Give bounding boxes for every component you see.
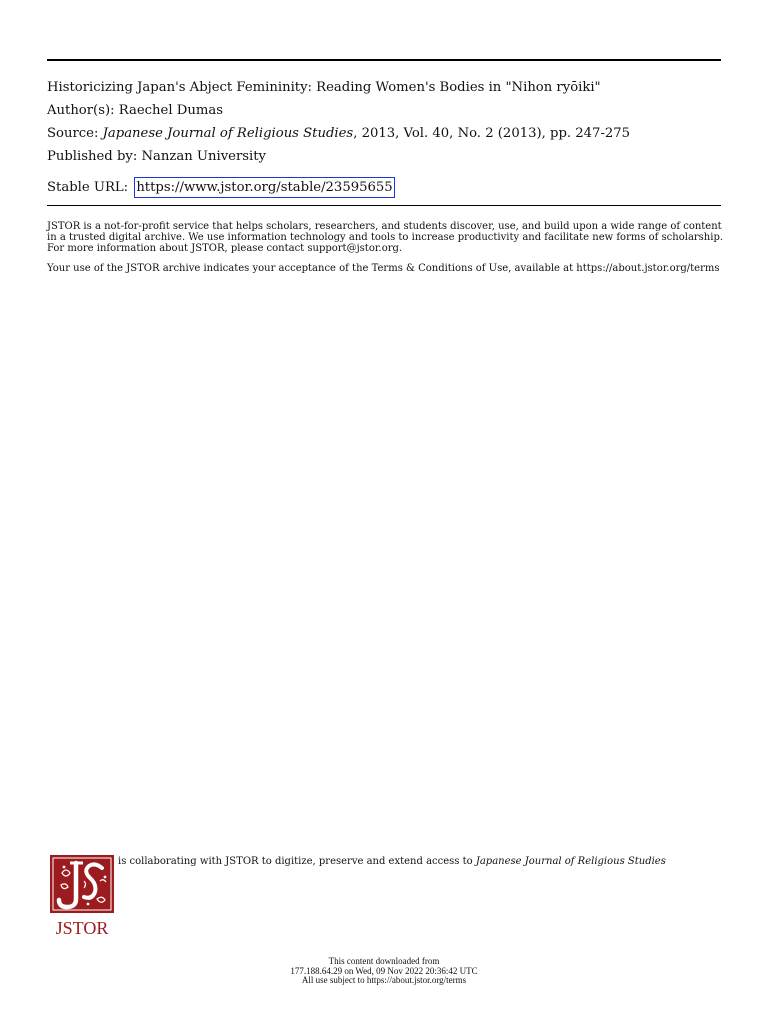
publisher-label: Published by: <box>47 149 138 164</box>
footer-line-1: This content downloaded from <box>328 956 440 966</box>
collaboration-statement <box>118 856 678 867</box>
author-label: Author(s): <box>47 103 115 118</box>
jstor-info-notice: JSTOR is a not-for-profit service that helps scholars, researchers, and students discover, use, and build upon a wide range of content in a trusted digital archive. We use information technology and tools to increase productivity and facilitate new forms of scholarship. For more information about JSTOR, please contact support@jstor.org. <box>47 221 724 254</box>
divider-rule <box>47 205 721 206</box>
top-rule <box>47 59 721 61</box>
stable-url-link[interactable]: https://www.jstor.org/stable/23595655 <box>134 177 394 198</box>
jstor-seal-icon <box>50 855 114 913</box>
source-details: , 2013, Vol. 40, No. 2 (2013), pp. 247-275 <box>353 126 631 141</box>
collaboration-text: is collaborating with JSTOR to digitize, preserve and extend access to <box>118 856 473 867</box>
article-title <box>47 80 727 96</box>
stable-url-label: Stable URL: <box>47 180 129 195</box>
stable-url-line <box>47 177 727 198</box>
jstor-wordmark: JSTOR <box>55 918 109 937</box>
publisher-line <box>47 149 727 165</box>
source-journal: Japanese Journal of Religious Studies <box>102 126 354 141</box>
source-label: Source: <box>47 126 99 141</box>
author-name: Raechel Dumas <box>118 103 223 118</box>
author-line <box>47 103 727 119</box>
source-line <box>47 126 727 142</box>
download-footer <box>184 957 584 986</box>
collaboration-journal: Japanese Journal of Religious Studies <box>475 856 666 867</box>
footer-line-2: 177.188.64.29 on Wed, 09 Nov 2022 20:36:42 UTC <box>290 965 478 976</box>
article-title-text: Historicizing Japan's Abject Femininity: Reading Women's Bodies in "Nihon ryōiki" <box>47 80 601 95</box>
terms-notice: Your use of the JSTOR archive indicates your acceptance of the Terms & Conditions of Use, available at https://about.jstor.org/terms <box>47 263 720 274</box>
publisher-name: Nanzan University <box>141 149 266 164</box>
footer-line-3: All use subject to https://about.jstor.org/terms <box>301 975 467 986</box>
jstor-logo <box>50 855 114 937</box>
